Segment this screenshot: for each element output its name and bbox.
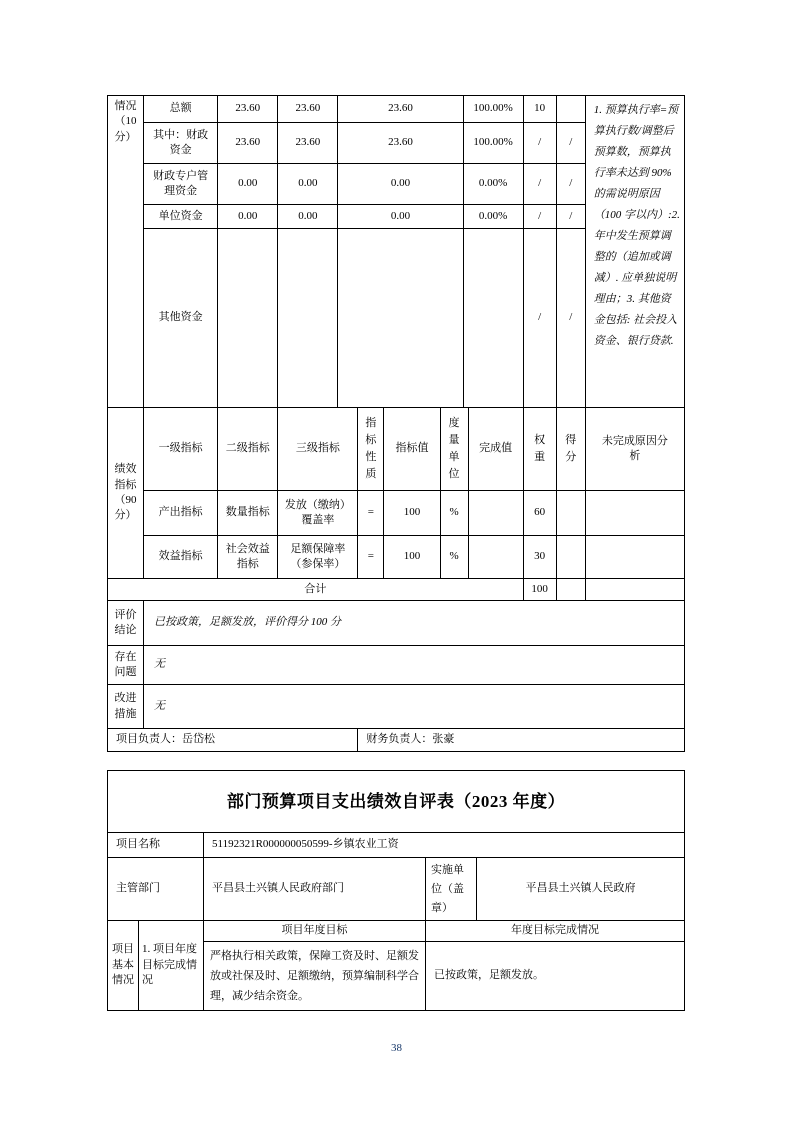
funding-score bbox=[556, 96, 585, 123]
indicator-header-unit-text: 度量单位 bbox=[448, 417, 460, 480]
conclusion-label: 评价结论 bbox=[108, 601, 144, 646]
indicator-header-level3: 三级指标 bbox=[278, 408, 358, 491]
completion-text: 已按政策，足额发放。 bbox=[426, 942, 685, 1011]
funding-annual-budget: 23.60 bbox=[218, 96, 278, 123]
funding-execution-rate: 0.00% bbox=[463, 164, 523, 205]
funding-execution-rate bbox=[463, 229, 523, 408]
funding-weight: / bbox=[523, 205, 556, 229]
indicator-level3: 足额保障率（参保率） bbox=[278, 536, 358, 579]
goal-header: 项目年度目标 bbox=[204, 921, 426, 942]
funding-weight: / bbox=[523, 229, 556, 408]
funding-adjusted-budget: 0.00 bbox=[278, 205, 338, 229]
indicator-unit: % bbox=[440, 491, 468, 536]
indicator-header-actual: 完成值 bbox=[468, 408, 523, 491]
indicator-header-score-text: 得分 bbox=[565, 434, 577, 463]
funding-note: 1. 预算执行率=预算执行数/调整后预算数，预算执行率未达到 90%的需说明原因（100 字以内）:2. 年中发生预算调整的（追加或调减）. 应单独说明理由；3. 其他资金包括: 社会投入资金、银行贷款. bbox=[585, 96, 684, 408]
funding-annual-budget: 0.00 bbox=[218, 164, 278, 205]
funding-executed: 23.60 bbox=[338, 96, 463, 123]
funding-execution-rate: 0.00% bbox=[463, 205, 523, 229]
funding-row-label: 其中：财政资金 bbox=[144, 123, 218, 164]
funding-executed: 0.00 bbox=[338, 164, 463, 205]
indicator-level2: 社会效益指标 bbox=[218, 536, 278, 579]
funding-annual-budget: 23.60 bbox=[218, 123, 278, 164]
indicator-header-weight-text: 权重 bbox=[534, 434, 546, 463]
self-eval-table-continuation bbox=[107, 95, 685, 752]
implementing-unit-value: 平昌县土兴镇人民政府 bbox=[477, 858, 685, 921]
department-label: 主管部门 bbox=[108, 858, 204, 921]
funding-adjusted-budget: 23.60 bbox=[278, 123, 338, 164]
funding-score: / bbox=[556, 205, 585, 229]
funding-executed: 0.00 bbox=[338, 205, 463, 229]
indicator-header-target: 指标值 bbox=[384, 408, 440, 491]
indicator-section-label: 绩效指标（90分） bbox=[108, 408, 144, 579]
indicator-weight: 60 bbox=[523, 491, 556, 536]
funding-weight: 10 bbox=[523, 96, 556, 123]
funding-weight: / bbox=[523, 123, 556, 164]
indicator-nature: = bbox=[358, 536, 384, 579]
funding-score: / bbox=[556, 123, 585, 164]
funding-executed bbox=[338, 229, 463, 408]
page-number: 38 bbox=[391, 1042, 402, 1054]
problems-label: 存在问题 bbox=[108, 646, 144, 685]
indicator-header-nature-text: 指标性质 bbox=[365, 417, 377, 480]
table-title: 部门预算项目支出绩效自评表（2023 年度） bbox=[108, 771, 685, 833]
indicator-weight: 30 bbox=[523, 536, 556, 579]
funding-executed: 23.60 bbox=[338, 123, 463, 164]
project-manager: 项目负责人：岳岱松 bbox=[108, 729, 358, 752]
funding-row-label: 其他资金 bbox=[144, 229, 218, 408]
indicator-target: 100 bbox=[384, 491, 440, 536]
indicator-header-score bbox=[556, 408, 585, 491]
improvements-label: 改进措施 bbox=[108, 685, 144, 729]
indicator-score bbox=[556, 491, 585, 536]
funding-score: / bbox=[556, 229, 585, 408]
completion-header: 年度目标完成情况 bbox=[426, 921, 685, 942]
total-reason bbox=[585, 579, 684, 601]
funding-row-label: 单位资金 bbox=[144, 205, 218, 229]
indicator-level3: 发放（缴纳）覆盖率 bbox=[278, 491, 358, 536]
total-weight: 100 bbox=[523, 579, 556, 601]
funding-row-label: 总额 bbox=[144, 96, 218, 123]
funding-adjusted-budget: 0.00 bbox=[278, 164, 338, 205]
funding-score: / bbox=[556, 164, 585, 205]
funding-adjusted-budget bbox=[278, 229, 338, 408]
indicator-reason bbox=[585, 491, 684, 536]
problems-value: 无 bbox=[144, 646, 685, 685]
indicator-header-reason: 未完成原因分析 bbox=[585, 408, 684, 491]
project-name-value: 51192321R000000050599-乡镇农业工资 bbox=[204, 833, 685, 858]
funding-annual-budget bbox=[218, 229, 278, 408]
funding-annual-budget: 0.00 bbox=[218, 205, 278, 229]
indicator-nature: = bbox=[358, 491, 384, 536]
department-value: 平昌县土兴镇人民政府部门 bbox=[204, 858, 426, 921]
indicator-actual bbox=[468, 536, 523, 579]
funding-execution-rate: 100.00% bbox=[463, 96, 523, 123]
funding-section-label: 情况（10分） bbox=[108, 96, 144, 408]
indicator-level2: 数量指标 bbox=[218, 491, 278, 536]
indicator-header-level2: 二级指标 bbox=[218, 408, 278, 491]
funding-weight: / bbox=[523, 164, 556, 205]
project-name-label: 项目名称 bbox=[108, 833, 204, 858]
implementing-unit-label: 实施单位（盖章） bbox=[426, 858, 477, 921]
total-label: 合计 bbox=[108, 579, 524, 601]
total-score bbox=[556, 579, 585, 601]
indicator-target: 100 bbox=[384, 536, 440, 579]
indicator-reason bbox=[585, 536, 684, 579]
self-eval-table-2023 bbox=[107, 770, 685, 1011]
indicator-score bbox=[556, 536, 585, 579]
indicator-header-unit bbox=[440, 408, 468, 491]
indicator-header-level1: 一级指标 bbox=[144, 408, 218, 491]
funding-adjusted-budget: 23.60 bbox=[278, 96, 338, 123]
indicator-level1: 产出指标 bbox=[144, 491, 218, 536]
finance-manager: 财务负责人：张豪 bbox=[358, 729, 685, 752]
funding-execution-rate: 100.00% bbox=[463, 123, 523, 164]
indicator-level1: 效益指标 bbox=[144, 536, 218, 579]
goal-text: 严格执行相关政策，保障工资及时、足额发放或社保及时、足额缴纳，预算编制科学合理，减少结余资金。 bbox=[204, 942, 426, 1011]
indicator-header-weight bbox=[523, 408, 556, 491]
conclusion-value: 已按政策，足额发放，评价得分 100 分 bbox=[144, 601, 685, 646]
basic-section-label: 项目基本情况 bbox=[108, 921, 139, 1011]
indicator-actual bbox=[468, 491, 523, 536]
improvements-value: 无 bbox=[144, 685, 685, 729]
funding-row-label: 财政专户管理资金 bbox=[144, 164, 218, 205]
indicator-header-nature bbox=[358, 408, 384, 491]
basic-item-label: 1. 项目年度目标完成情况 bbox=[139, 921, 204, 1011]
indicator-unit: % bbox=[440, 536, 468, 579]
